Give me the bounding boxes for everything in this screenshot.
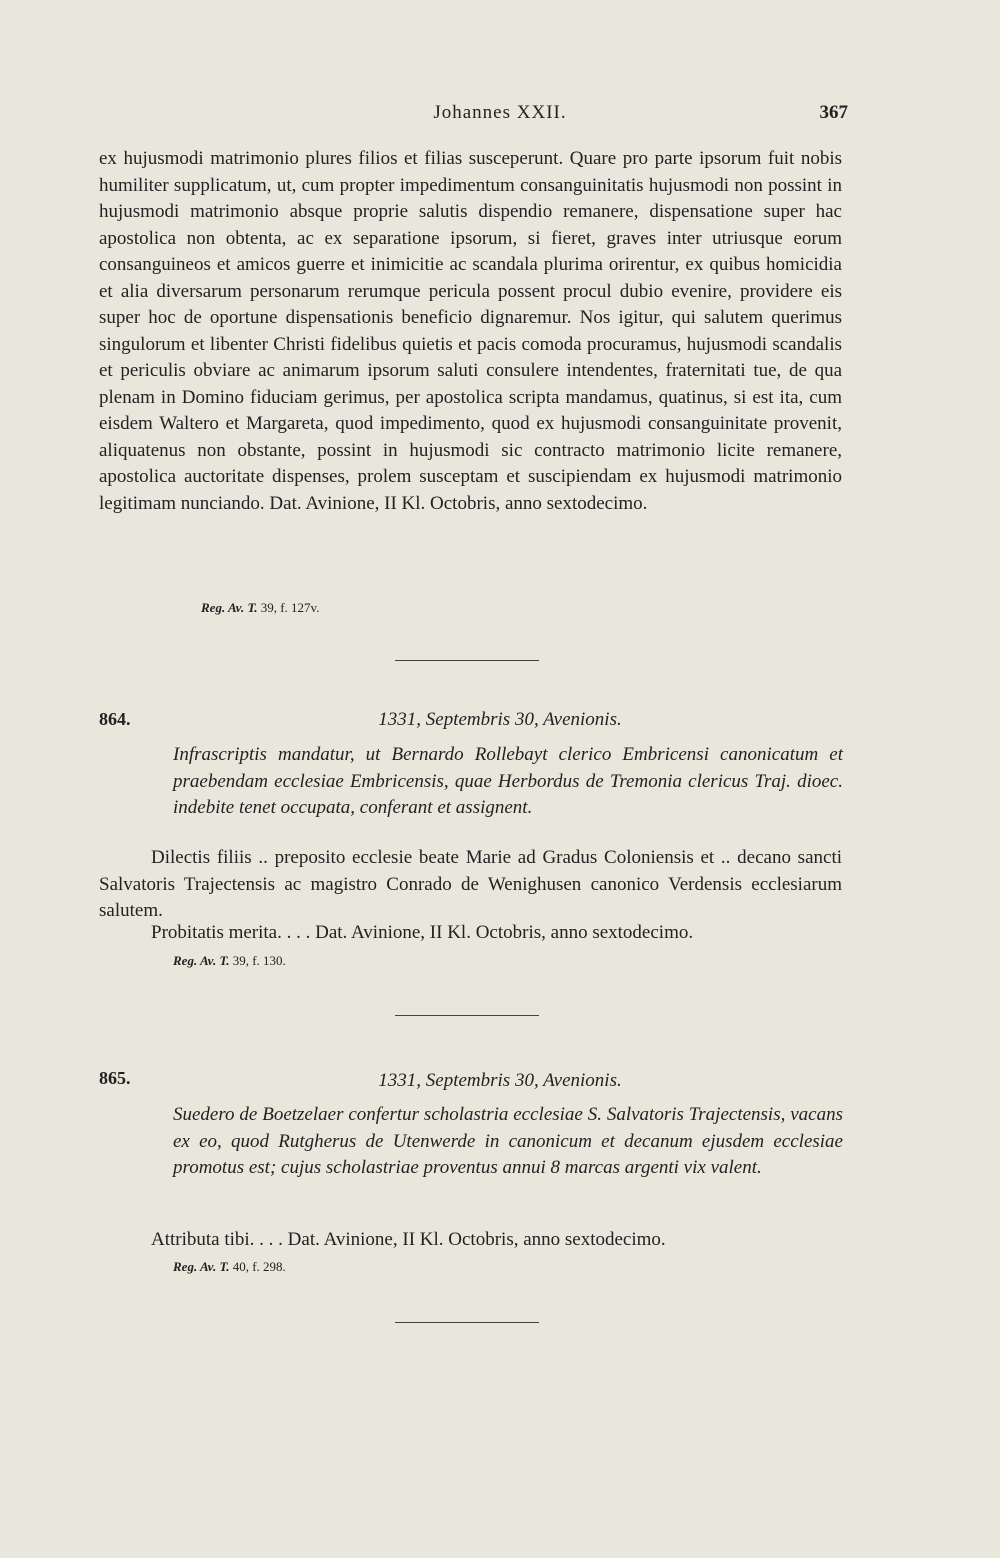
document-summary-865: Suedero de Boetzelaer confertur scholastria ecclesiae S. Salvatoris Trajectensis, vacans ex eo, quod Rutgherus de Utenwerde in canonicum et decanum ejusdem ecclesiae promotus est; cujus scholastriae proventus annui 8 marcas argenti vix valent. bbox=[173, 1104, 843, 1178]
section-divider bbox=[395, 660, 539, 661]
document-closing-865: Attributa tibi. . . . Dat. Avinione, II Kl. Octobris, anno sextodecimo. bbox=[151, 1229, 666, 1250]
register-reference-864 bbox=[173, 953, 286, 969]
continuation-text: ex hujusmodi matrimonio plures filios et filias susceperunt. Quare pro parte ipsorum fuit nobis humiliter supplicatum, ut, cum propter impedimentum consanguinitatis hujusmodi non possint in hujusmodi matrimonio absque proprie salutis dispendio remanere, dispensatione super hac apostolica non obtenta, ac ex separatione ipsorum, si fieret, graves inter utriusque eorum consanguineos et amicos guerre et inimicitie ac scandala plurima orirentur, ex quibus homicidia et alia diversarum personarum rerumque pericula possent procul dubio evenire, providere eis super hoc de oportune dispensationis beneficio dignaremur. Nos igitur, qui salutem querimus singulorum et libenter Christi fidelibus quietis et pacis comoda procuramus, hujusmodi scandalis et periculis obviare ac animarum ipsorum saluti consulere intendentes, fraternitati tue, de qua plenam in Domino fiduciam gerimus, per apostolica scripta mandamus, quatinus, si est ita, cum eisdem Waltero et Margareta, quod impedimento, quod ex hujusmodi consanguinitate provenit, aliquatenus non obstante, possint in hujusmodi sic contracto matrimonio licite remanere, apostolica auctoritate dispenses, prolem susceptam et suscipiendam ex hujusmodi matrimonio legitimam nunciando. Dat. Avinione, II Kl. Octobris, anno sextodecimo. bbox=[99, 148, 842, 514]
running-header: Johannes XXII. bbox=[433, 102, 567, 123]
register-reference-865 bbox=[173, 1259, 286, 1275]
ref-abbr: Reg. Av. T. bbox=[201, 600, 258, 615]
document-date-865: 1331, Septembris 30, Avenionis. bbox=[378, 1070, 622, 1091]
ref-location: 40, f. 298. bbox=[232, 1259, 286, 1274]
ref-location: 39, f. 130. bbox=[232, 953, 286, 968]
document-number-864: 864. bbox=[99, 709, 131, 729]
ref-abbr: Reg. Av. T. bbox=[173, 1259, 230, 1274]
document-closing-864: Probitatis merita. . . . Dat. Avinione, II Kl. Octobris, anno sextodecimo. bbox=[151, 922, 694, 943]
register-reference bbox=[201, 600, 319, 616]
document-address-864: Dilectis filiis .. preposito ecclesie beate Marie ad Gradus Coloniensis et .. decano sancti Salvatoris Trajectensis ac magistro Conrado de Wenighusen canonico Verdensis ecclesiarum salutem. bbox=[99, 847, 842, 921]
ref-location: 39, f. 127v. bbox=[260, 600, 320, 615]
document-number-865: 865. bbox=[99, 1068, 131, 1088]
document-summary-864: Infrascriptis mandatur, ut Bernardo Rollebayt clerico Embricensi canonicatum et praebendam ecclesiae Embricensis, quae Herbordus de Tremonia clericus Traj. dioec. indebite tenet occupata, conferant et assignent. bbox=[173, 744, 843, 818]
page-number: 367 bbox=[819, 102, 848, 123]
ref-abbr: Reg. Av. T. bbox=[173, 953, 230, 968]
section-divider bbox=[395, 1322, 539, 1323]
document-date-864: 1331, Septembris 30, Avenionis. bbox=[378, 709, 622, 730]
section-divider bbox=[395, 1015, 539, 1016]
